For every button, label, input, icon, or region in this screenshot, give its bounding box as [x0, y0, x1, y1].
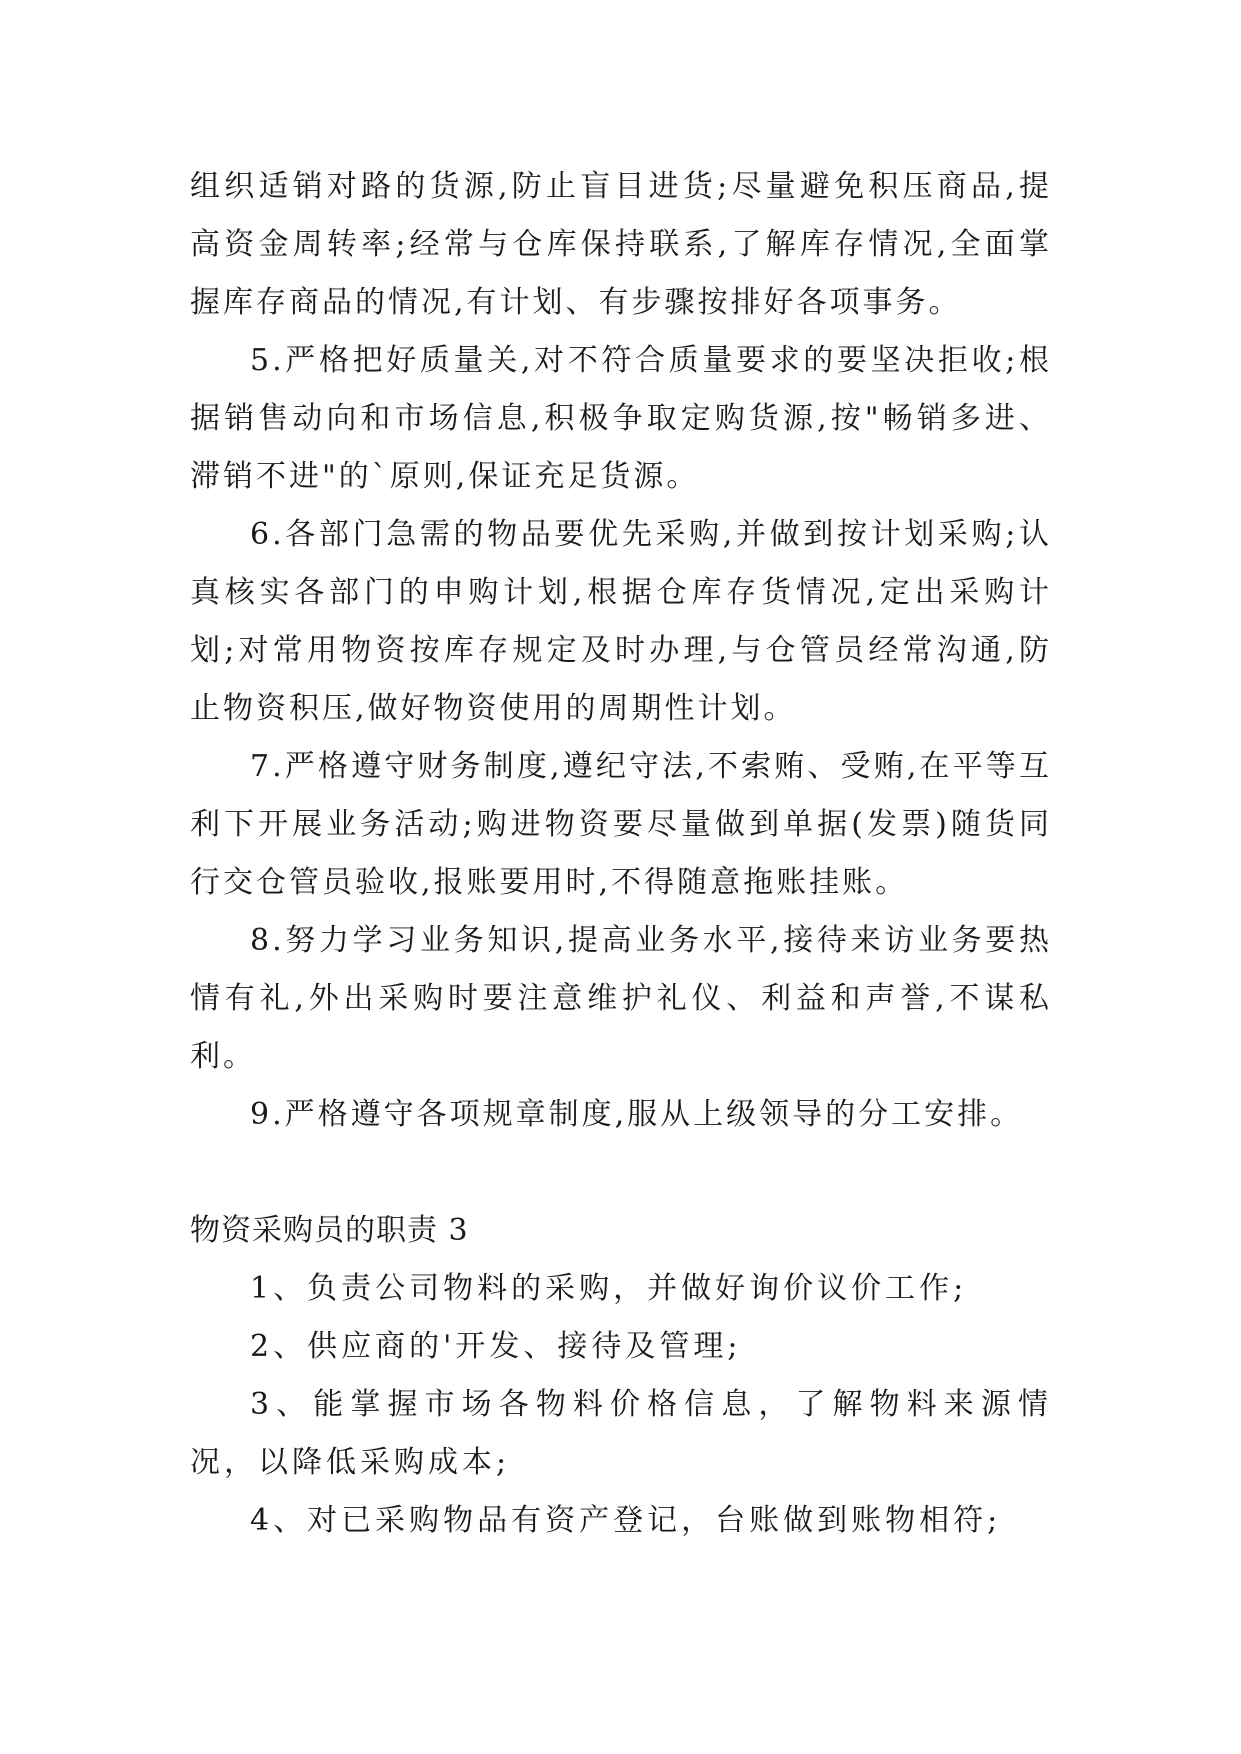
paragraph-item-8: 8.努力学习业务知识,提高业务水平,接待来访业务要热情有礼,外出采购时要注意维护礼仪、利益和声誉,不谋私利。 — [190, 923, 1052, 1074]
duty-item-1: 1、负责公司物料的采购，并做好询价议价工作; — [250, 1271, 968, 1306]
paragraph-item-6: 6.各部门急需的物品要优先采购,并做到按计划采购;认真核实各部门的申购计划,根据仓库存货情况,定出采购计划;对常用物资按库存规定及时办理,与仓管员经常沟通,防止物资积压,做好物资使用的周期性计划。 — [190, 517, 1052, 726]
duty-item-2: 2、供应商的'开发、接待及管理; — [250, 1329, 742, 1364]
paragraph-item-9: 9.严格遵守各项规章制度,服从上级领导的分工安排。 — [250, 1097, 1024, 1132]
section-title: 物资采购员的职责 3 — [190, 1213, 469, 1248]
duty-item-3: 3、能掌握市场各物料价格信息，了解物料来源情况，以降低采购成本; — [190, 1387, 1052, 1480]
section-spacer — [190, 1144, 1052, 1202]
section-3-body — [190, 1260, 1052, 1550]
duty-item-4: 4、对已采购物品有资产登记，台账做到账物相符; — [250, 1503, 1002, 1538]
paragraph-item-7: 7.严格遵守财务制度,遵纪守法,不索贿、受贿,在平等互利下开展业务活动;购进物资要尽量做到单据(发票)随货同行交仓管员验收,报账要用时,不得随意拖账挂账。 — [190, 749, 1052, 900]
paragraph-item-5: 5.严格把好质量关,对不符合质量要求的要坚决拒收;根据销售动向和市场信息,积极争取定购货源,按"畅销多进、滞销不进"的`原则,保证充足货源。 — [190, 343, 1052, 494]
document-body — [190, 158, 1052, 1550]
paragraph-continuation: 组织适销对路的货源,防止盲目进货;尽量避免积压商品,提高资金周转率;经常与仓库保持联系,了解库存情况,全面掌握库存商品的情况,有计划、有步骤按排好各项事务。 — [190, 169, 1052, 320]
